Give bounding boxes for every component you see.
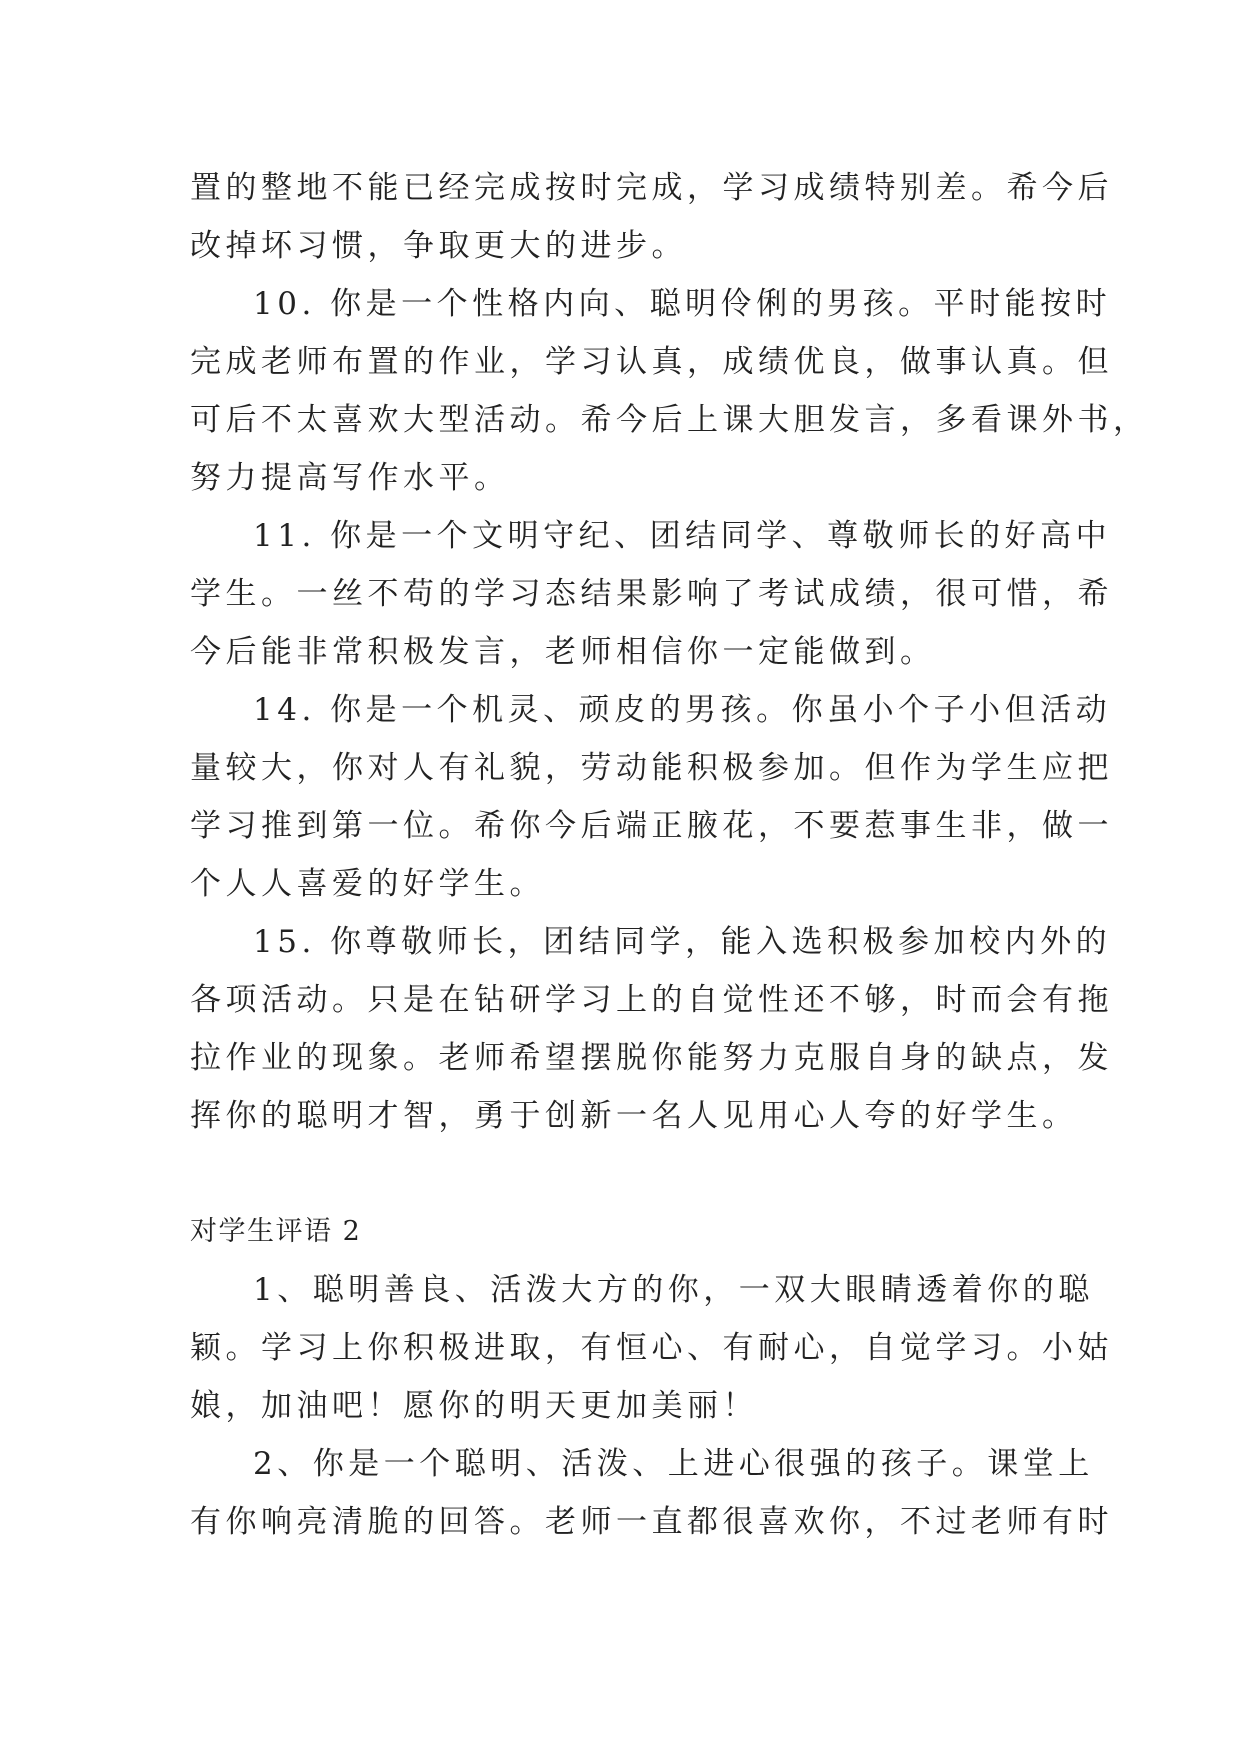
text-line: 可后不太喜欢大型活动。希今后上课大胆发言，多看课外书， <box>190 402 1149 438</box>
text-line: 颖。学习上你积极进取，有恒心、有耐心，自觉学习。小姑 <box>190 1330 1113 1366</box>
paragraph-15-start: 15. 你尊敬师长，团结同学，能入选积极参加校内外的 <box>253 924 1112 960</box>
text-line: 量较大，你对人有礼貌，劳动能积极参加。但作为学生应把 <box>190 750 1113 786</box>
text-line: 挥你的聪明才智，勇于创新一名人见用心人夸的好学生。 <box>190 1098 1078 1134</box>
text-line: 学习推到第一位。希你今后端正腋花，不要惹事生非，做一 <box>190 808 1113 844</box>
paragraph-14-start: 14. 你是一个机灵、顽皮的男孩。你虽小个子小但活动 <box>253 692 1112 728</box>
section-title: 对学生评语 2 <box>190 1216 362 1247</box>
text-line: 各项活动。只是在钻研学习上的自觉性还不够，时而会有拖 <box>190 982 1113 1018</box>
text-line: 有你响亮清脆的回答。老师一直都很喜欢你，不过老师有时 <box>190 1504 1113 1540</box>
text-line: 娘，加油吧！愿你的明天更加美丽！ <box>190 1388 758 1424</box>
paragraph-1-start: 1、聪明善良、活泼大方的你，一双大眼睛透着你的聪 <box>253 1272 1094 1308</box>
paragraph-10-start: 10. 你是一个性格内向、聪明伶俐的男孩。平时能按时 <box>253 286 1112 322</box>
text-line: 学生。一丝不苟的学习态结果影响了考试成绩，很可惜，希 <box>190 576 1113 612</box>
text-line: 置的整地不能已经完成按时完成，学习成绩特别差。希今后 <box>190 170 1113 206</box>
text-line: 今后能非常积极发言，老师相信你一定能做到。 <box>190 634 936 670</box>
text-line: 个人人喜爱的好学生。 <box>190 866 545 902</box>
text-line: 努力提高写作水平。 <box>190 460 510 496</box>
text-line: 完成老师布置的作业，学习认真，成绩优良，做事认真。但 <box>190 344 1113 380</box>
paragraph-11-start: 11. 你是一个文明守纪、团结同学、尊敬师长的好高中 <box>253 518 1112 554</box>
paragraph-2-start: 2、你是一个聪明、活泼、上进心很强的孩子。课堂上 <box>253 1446 1094 1482</box>
text-line: 拉作业的现象。老师希望摆脱你能努力克服自身的缺点，发 <box>190 1040 1113 1076</box>
text-line: 改掉坏习惯，争取更大的进步。 <box>190 228 687 264</box>
